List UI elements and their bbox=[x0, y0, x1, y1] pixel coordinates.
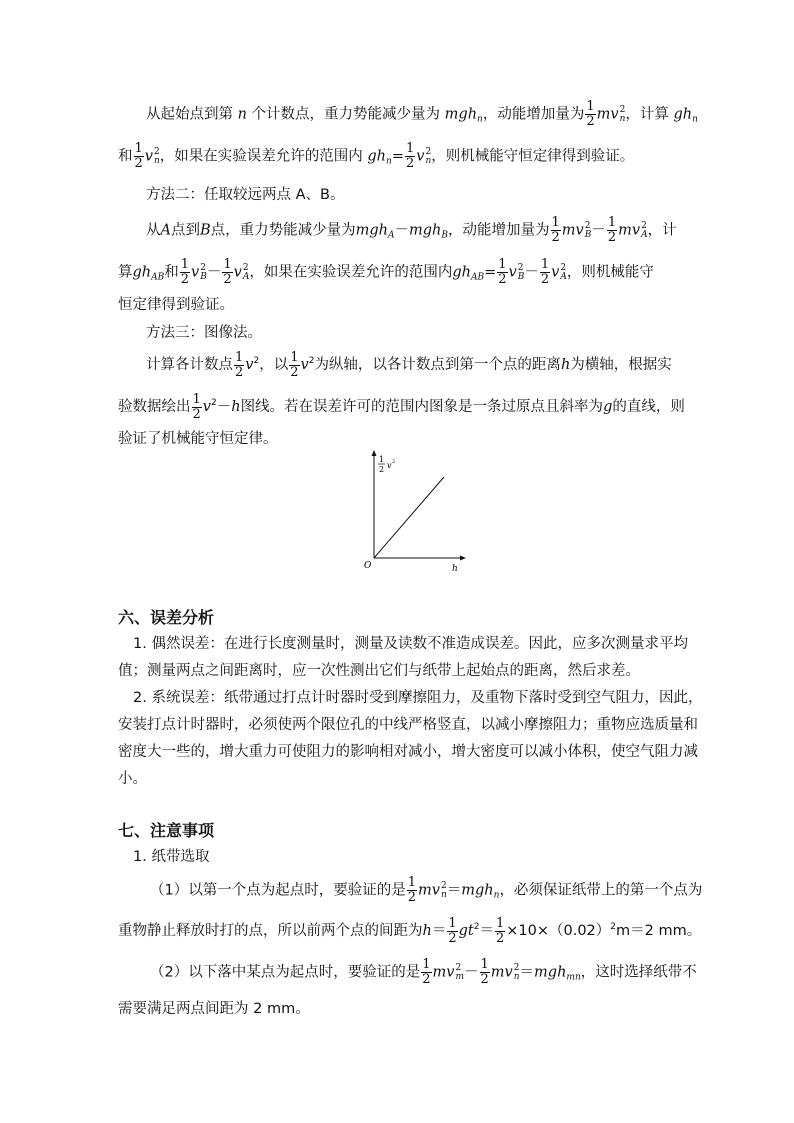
var-v: v bbox=[416, 148, 425, 165]
fraction-half: $\frac{1}{2}$ bbox=[480, 957, 489, 987]
method3-title: 方法三：图像法。 bbox=[146, 325, 262, 341]
method3-line1: 计算各计数点 $\frac{1}{2}$ $v^2$，以 $\frac{1}{2}$ $v^2$为纵轴，以各计数点到第一个点的距离h为横轴，根据实 bbox=[146, 349, 672, 380]
sec7-sub2-line1: （2）以下落中某点为起点时，要验证的是 $\frac{1}{2}$ mv 2 m － $\frac{1}{2}$ mv 2 n ＝mgh$_{mn}$，这时选择纸带不 bbox=[150, 957, 697, 987]
fraction-half: $\frac{1}{2}$ bbox=[498, 257, 507, 287]
method2-title: 方法二：任取较远两点 A、B。 bbox=[146, 187, 345, 203]
fraction-half: $\frac{1}{2}$ bbox=[235, 349, 244, 380]
sec7-item1: 1. 纸带选取 bbox=[133, 849, 210, 865]
fraction-half: $\frac{1}{2}$ bbox=[540, 257, 550, 287]
text: 和 bbox=[118, 148, 133, 165]
method1-line1 bbox=[146, 100, 706, 131]
y-label-v: v bbox=[387, 461, 392, 470]
var-v: v bbox=[144, 148, 153, 165]
text: ，动能增加量为 bbox=[482, 106, 585, 123]
fraction-half: $\frac{1}{2}$ bbox=[180, 257, 190, 287]
text: 从起始点到第 bbox=[146, 106, 233, 123]
equals: = bbox=[391, 148, 404, 165]
y-label-sup: 2 bbox=[392, 459, 396, 465]
fraction-half: $\frac{1}{2}$ bbox=[551, 215, 560, 245]
x-label: h bbox=[452, 564, 458, 574]
section-7-title: 七、注意事项 bbox=[118, 821, 215, 840]
sec6-item2-line2: 安装打点计时器时，必须使两个限位孔的中线严格竖直，以减小摩擦阻力；重物应选质量和 bbox=[118, 717, 698, 733]
fraction-half: $\frac{1}{2}$ bbox=[422, 957, 431, 987]
fraction-half: $\frac{1}{2}$ bbox=[495, 915, 505, 946]
fraction-half: $\frac{1}{2}$ bbox=[607, 215, 617, 245]
sec6-item2-line1: 2. 系统误差：纸带通过打点计时器时受到摩擦阻力，及重物下落时受到空气阻力，因此， bbox=[133, 690, 703, 706]
subscript: n bbox=[477, 114, 483, 125]
subscript: n bbox=[386, 156, 392, 167]
sec7-sub2-line2: 需要满足两点间距为 2 mm。 bbox=[118, 1001, 310, 1017]
fraction-half: $\frac{1}{2}$ bbox=[407, 875, 417, 905]
data-line bbox=[374, 477, 444, 558]
superscript-subscript: 2 n bbox=[425, 146, 432, 166]
y-label-num: 1 bbox=[379, 455, 385, 464]
expr-gh: gh bbox=[673, 106, 693, 123]
sec6-item1-line1: 1. 偶然误差：在进行长度测量时，测量及读数不准造成误差。因此，应多次测量求平均 bbox=[133, 636, 688, 652]
x-axis-arrow bbox=[460, 556, 466, 561]
fraction-half: $\frac{1}{2}$ bbox=[223, 257, 232, 287]
text: 个计数点，重力势能减少量为 bbox=[251, 106, 441, 123]
origin-label: O bbox=[364, 561, 372, 571]
fraction-half: $\frac{1}{2}$ bbox=[192, 391, 201, 422]
method3-line2: 验数据绘出 $\frac{1}{2}$ $v^2-h$图线。若在误差许可的范围内图象是一条过原点且斜率为g的直线，则 bbox=[118, 391, 685, 422]
sec6-item1-line2: 值；测量两点之间距离时，应一次性测出它们与纸带上起始点的距离，然后求差。 bbox=[118, 663, 640, 679]
method3-line3: 验证了机械能守恒定律。 bbox=[118, 431, 278, 447]
section-6-title: 六、误差分析 bbox=[118, 608, 215, 627]
subscript: n bbox=[692, 114, 698, 125]
var-n: n bbox=[237, 106, 247, 123]
fraction-half: $\frac{1}{2}$ bbox=[448, 915, 457, 946]
y-axis-arrow bbox=[372, 450, 377, 456]
sec7-sub1-line1: （1）以第一个点为起点时，要验证的是 $\frac{1}{2}$ mv 2 n ＝mgh$_n$，必须保证纸带上的第一个点为 bbox=[150, 875, 703, 905]
method1-line2 bbox=[118, 142, 678, 173]
text: ，计算 bbox=[625, 106, 669, 123]
superscript-subscript: 2 n bbox=[619, 104, 626, 124]
text: ，则机械能守恒定律得到验证。 bbox=[431, 148, 635, 165]
fraction-half: $\frac{1}{2}$ bbox=[290, 349, 299, 380]
graph-figure bbox=[360, 448, 470, 574]
expr-mv: mv bbox=[596, 106, 619, 123]
expr-gh: gh bbox=[367, 148, 387, 165]
method2-line2: 算$gh_{AB}$和 $\frac{1}{2}$ v 2 B － $\frac{1}{2}$ v 2 A ，如果在实验误差允许的范围内$gh_{AB}=$ $\frac{1}{2}$ v 2 B － $\frac{1}{2}$ v 2 A ，则机械能守 bbox=[118, 257, 654, 287]
sec7-sub1-line2: 重物静止释放时打的点，所以前两个点的间距为h＝ $\frac{1}{2}$ $gt^2=$ $\frac{1}{2}$ $\times 10\times(0.02)^2m=2$ mm。 bbox=[118, 915, 702, 946]
superscript-subscript: 2 n bbox=[153, 146, 160, 166]
method2-line3: 恒定律得到验证。 bbox=[118, 297, 234, 313]
expr-mgh: mgh bbox=[444, 106, 478, 123]
fraction-half: $\frac{1}{2}$ bbox=[586, 99, 595, 129]
fraction-half: $\frac{1}{2}$ bbox=[405, 141, 415, 171]
method2-line1: 从A点到B点，重力势能减少量为mgh$_A$－mgh$_B$，动能增加量为 $\frac{1}{2}$ mv 2 B － $\frac{1}{2}$ mv 2 A ，计 bbox=[146, 215, 677, 245]
sec6-item2-line4: 小。 bbox=[118, 771, 147, 787]
sec6-item2-line3: 密度大一些的，增大重力可使阻力的影响相对减小，增大密度可以减小体积，使空气阻力减 bbox=[118, 744, 698, 760]
text: ，如果在实验误差允许的范围内 bbox=[159, 148, 363, 165]
y-label-den: 2 bbox=[379, 465, 385, 474]
fraction-half: $\frac{1}{2}$ bbox=[134, 141, 143, 171]
